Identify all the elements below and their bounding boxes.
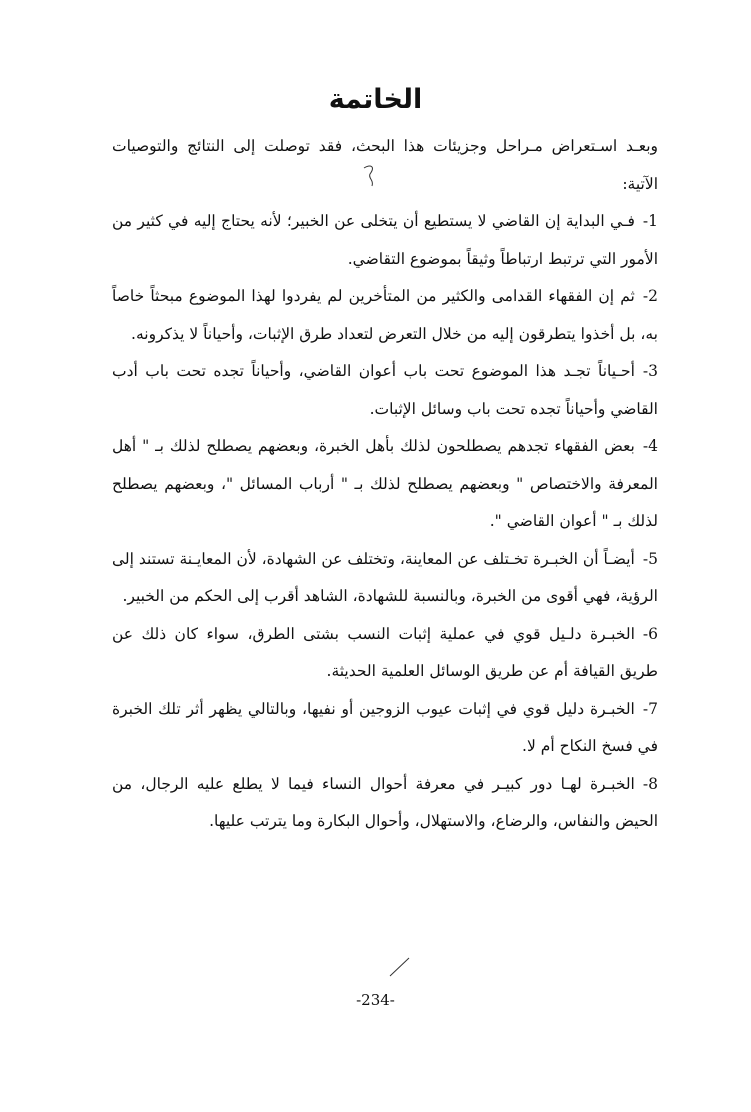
conclusion-item-1: [112, 203, 658, 278]
item-number: 6-: [642, 624, 658, 643]
page-title: الخاتمة: [328, 84, 423, 115]
item-text: الخبـرة دليل قوي في إثبات عيوب الزوجين أو نفيها، وبالتالي يظهر أثر تلك الخبرة في فسخ النكاح أم لا.: [112, 699, 658, 755]
item-number: 1-: [642, 212, 658, 230]
item-text: الخبـرة دلـيل قوي في عملية إثبات النسب بشتى الطرق، سواء كان ذلك عن طريق القيافة أم عن طريق الوسائل العلمية الحديثة.: [112, 624, 658, 680]
item-number: 5-: [642, 549, 658, 568]
item-text: أحـياناً تجـد هذا الموضوع تحت باب أعوان القاضي، وأحياناً تجده تحت باب أدب القاضي وأحياناً تجده تحت باب وسائل الإثبات.: [112, 362, 658, 418]
item-number: 2-: [642, 287, 658, 305]
conclusion-item-6: [112, 616, 658, 691]
item-number: 4-: [642, 437, 658, 455]
conclusion-item-4: [112, 428, 658, 541]
item-text: بعض الفقهاء تجدهم يصطلحون لذلك بأهل الخبرة، وبعضهم يصطلح لذلك بـ " أهل المعرفة والاختصاص " وبعضهم يصطلح لذلك بـ " أرباب المسائل "، وبعضهم يصطلح لذلك بـ " أعوان القاضي ".: [112, 437, 658, 530]
item-text: الخبـرة لهـا دور كبيـر في معرفة أحوال النساء فيما لا يطلع عليه الرجال، من الحيض والنفاس، والرضاع، والاستهلال، وأحوال البكارة وما يترتب عليها.: [112, 774, 658, 830]
item-number: 3-: [642, 362, 658, 380]
handwritten-mark: [360, 162, 390, 190]
item-text: ثم إن الفقهاء القدامى والكثير من المتأخرين لم يفردوا لهذا الموضوع مبحثاً خاصاً به، بل أخذوا يتطرقون إليه من خلال التعرض لتعداد طرق الإثبات، وأحياناً لا يذكرونه.: [112, 287, 658, 343]
item-text: أيضـاً أن الخبـرة تخـتلف عن المعاينة، وتختلف عن الشهادة، لأن المعايـنة تستند إلى الرؤية، فهي أقوى من الخبرة، وبالنسبة للشهادة، الشاهد أقرب إلى الحكم من الخبير.: [112, 549, 658, 605]
item-number: 7-: [642, 699, 658, 718]
conclusion-item-8: [112, 766, 658, 841]
item-text: فـي البداية إن القاضي لا يستطيع أن يتخلى عن الخبير؛ لأنه يحتاج إليه في كثير من الأمور التي ترتبط ارتباطاً وثيقاً بموضوع التقاضي.: [112, 212, 658, 268]
intro-paragraph: وبعـد اسـتعراض مـراحل وجزيئات هذا البحث، فقد توصلت إلى النتائج والتوصيات الآتية:: [112, 137, 658, 193]
page-number: -234-: [356, 991, 395, 1009]
handwritten-stroke: [388, 956, 412, 978]
item-number: 8-: [642, 774, 658, 793]
conclusion-item-7: [112, 691, 658, 766]
conclusion-item-2: [112, 278, 658, 353]
conclusion-item-3: [112, 353, 658, 428]
conclusion-item-5: [112, 541, 658, 616]
body-text: [112, 128, 658, 841]
